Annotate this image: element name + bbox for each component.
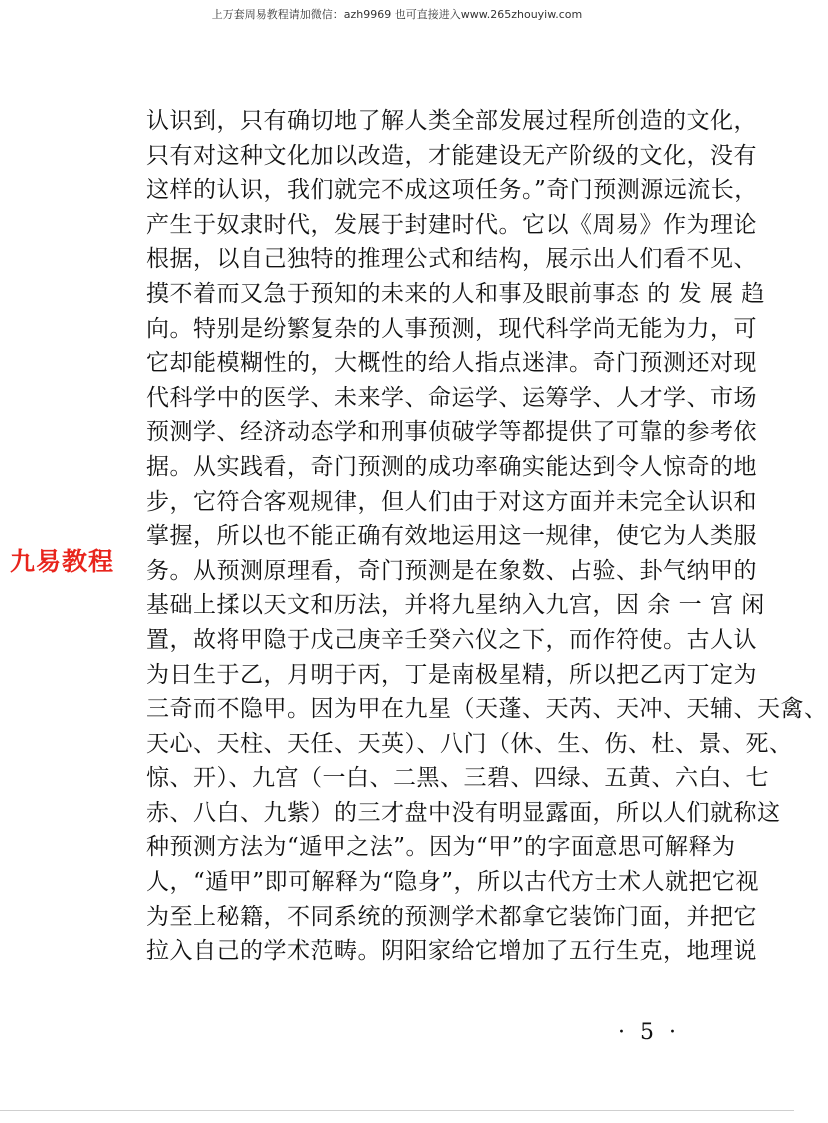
page-divider xyxy=(0,1110,794,1111)
text-line: 产生于奴隶时代，发展于封建时代。它以《周易》作为理论 xyxy=(146,211,757,238)
text-line: 基础上揉以天文和历法，并将九星纳入九宫，因 余 一 宫 闲 xyxy=(146,592,765,619)
text-line: 这样的认识，我们就完不成这项任务。”奇门预测源远流长， xyxy=(146,177,758,204)
text-line: 赤、八白、九紫）的三才盘中没有明显露面，所以人们就称这 xyxy=(146,799,781,826)
text-line: 为日生于乙，月明于丙，丁是南极星精，所以把乙丙丁定为 xyxy=(146,661,757,688)
text-line: 预测学、经济动态学和刑事侦破学等都提供了可靠的参考依 xyxy=(146,419,757,446)
text-line: 根据，以自己独特的推理公式和结构，展示出人们看不见、 xyxy=(146,246,757,273)
text-line: 为至上秘籍，不同系统的预测学术都拿它装饰门面，并把它 xyxy=(146,903,757,930)
page-number: · 5 · xyxy=(618,1020,680,1045)
download-notice-header: 上万套周易教程请加微信：azh9969 也可直接进入www.265zhouyiw.com xyxy=(211,8,583,21)
text-line: 代科学中的医学、未来学、命运学、运筹学、人才学、市场 xyxy=(146,384,757,411)
text-line: 置，故将甲隐于戊己庚辛壬癸六仪之下，而作符使。古人认 xyxy=(146,626,757,653)
text-line: 向。特别是纷繁复杂的人事预测，现代科学尚无能为力，可 xyxy=(146,315,757,342)
watermark-logo: 九易教程 xyxy=(10,547,115,576)
text-line: 惊、开）、九宫（一白、二黑、三碧、四绿、五黄、六白、七 xyxy=(146,765,769,792)
text-line: 摸不着而又急于预知的未来的人和事及眼前事态 的 发 展 趋 xyxy=(146,280,765,307)
text-line: 据。从实践看，奇门预测的成功率确实能达到令人惊奇的地 xyxy=(146,453,757,480)
text-line: 种预测方法为“遁甲之法”。因为“甲”的字面意思可解释为 xyxy=(146,834,736,861)
text-line: 只有对这种文化加以改造，才能建设无产阶级的文化，没有 xyxy=(146,142,757,169)
text-line: 认识到，只有确切地了解人类全部发展过程所创造的文化， xyxy=(146,108,757,134)
text-line: 拉入自己的学术范畴。阴阳家给它增加了五行生克，地理说 xyxy=(146,938,757,965)
body-text xyxy=(146,104,828,969)
text-line: 步，它符合客观规律，但人们由于对这方面并未完全认识和 xyxy=(146,488,757,515)
text-line: 人，“遁甲”即可解释为“隐身”，所以古代方士术人就把它视 xyxy=(146,869,760,896)
text-line: 它却能模糊性的，大概性的给人指点迷津。奇门预测还对现 xyxy=(146,350,757,377)
text-line: 务。从预测原理看，奇门预测是在象数、占验、卦气纳甲的 xyxy=(146,557,757,584)
text-line: 三奇而不隐甲。因为甲在九星（天蓬、天芮、天冲、天辅、天禽、 xyxy=(146,696,828,723)
text-line: 天心、天柱、天任、天英）、八门（休、生、伤、杜、景、死、 xyxy=(146,730,793,757)
text-line: 掌握，所以也不能正确有效地运用这一规律，使它为人类服 xyxy=(146,523,757,550)
